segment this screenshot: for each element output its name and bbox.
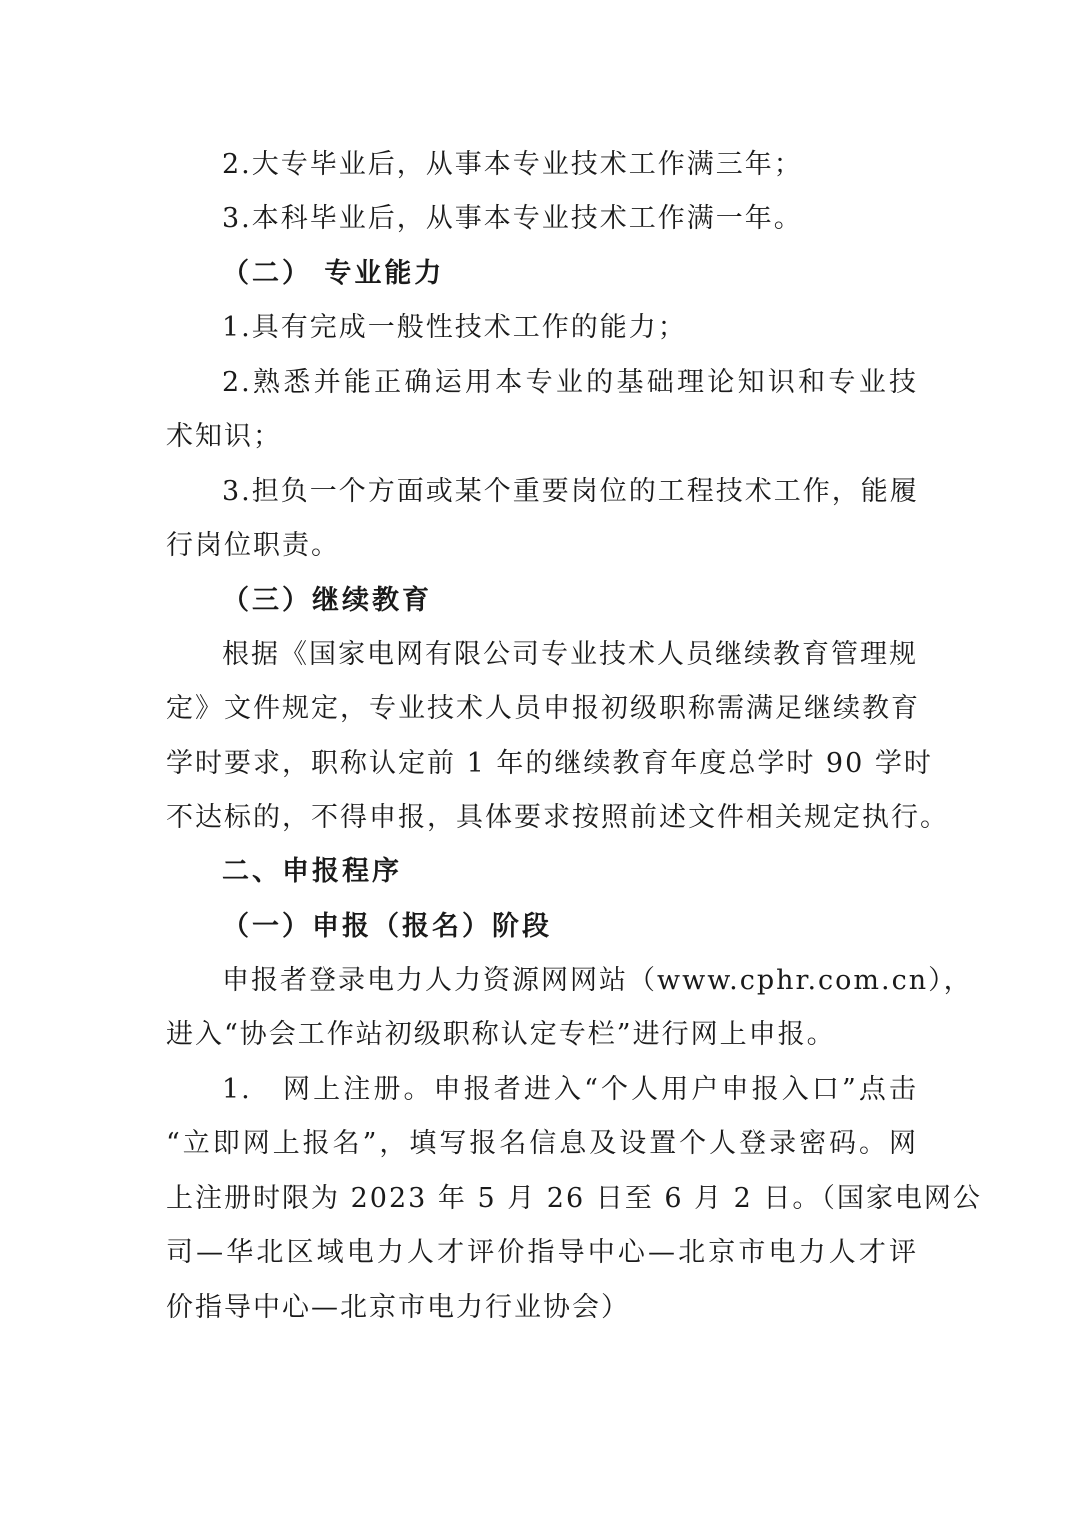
subsection-heading-application-stage: （一）申报（报名）阶段 [222,911,552,942]
ability-item-2-line-1: 2.熟悉并能正确运用本专业的基础理论知识和专业技 [222,367,918,398]
registration-paragraph-line-5: 价指导中心—北京市电力行业协会） [166,1292,630,1323]
ability-item-1: 1.具有完成一般性技术工作的能力； [222,312,687,343]
education-paragraph-line-2: 定》文件规定，专业技术人员申报初级职称需满足继续教育 [166,693,920,724]
ability-item-2-line-2: 术知识； [166,421,282,452]
application-paragraph-line-2: 进入“协会工作站初级职称认定专栏”进行网上申报。 [166,1019,836,1050]
education-paragraph-line-4: 不达标的，不得申报，具体要求按照前述文件相关规定执行。 [166,802,949,833]
registration-paragraph-line-2: “立即网上报名”，填写报名信息及设置个人登录密码。网 [166,1128,918,1159]
education-paragraph-line-3: 学时要求，职称认定前 1 年的继续教育年度总学时 90 学时 [166,748,933,779]
ability-item-3-line-2: 行岗位职责。 [166,530,340,561]
requirement-item-2: 2.大专毕业后，从事本专业技术工作满三年； [222,149,803,180]
registration-paragraph-line-4: 司—华北区域电力人才评价指导中心—北京市电力人才评 [166,1237,918,1268]
registration-paragraph-line-3: 上注册时限为 2023 年 5 月 26 日至 6 月 2 日。（国家电网公 [166,1183,982,1214]
education-paragraph-line-1: 根据《国家电网有限公司专业技术人员继续教育管理规 [222,639,918,670]
ability-item-3-line-1: 3.担负一个方面或某个重要岗位的工程技术工作，能履 [222,476,919,507]
section-heading-application-procedure: 二、申报程序 [222,856,402,887]
registration-paragraph-line-1: 1. 网上注册。申报者进入“个人用户申报入口”点击 [222,1074,918,1105]
application-paragraph-line-1: 申报者登录电力人力资源网网站（www.cphr.com.cn）， [222,965,973,996]
section-heading-professional-ability: （二） 专业能力 [222,258,445,289]
requirement-item-3: 3.本科毕业后，从事本专业技术工作满一年。 [222,203,803,234]
section-heading-continuing-education: （三）继续教育 [222,585,432,616]
